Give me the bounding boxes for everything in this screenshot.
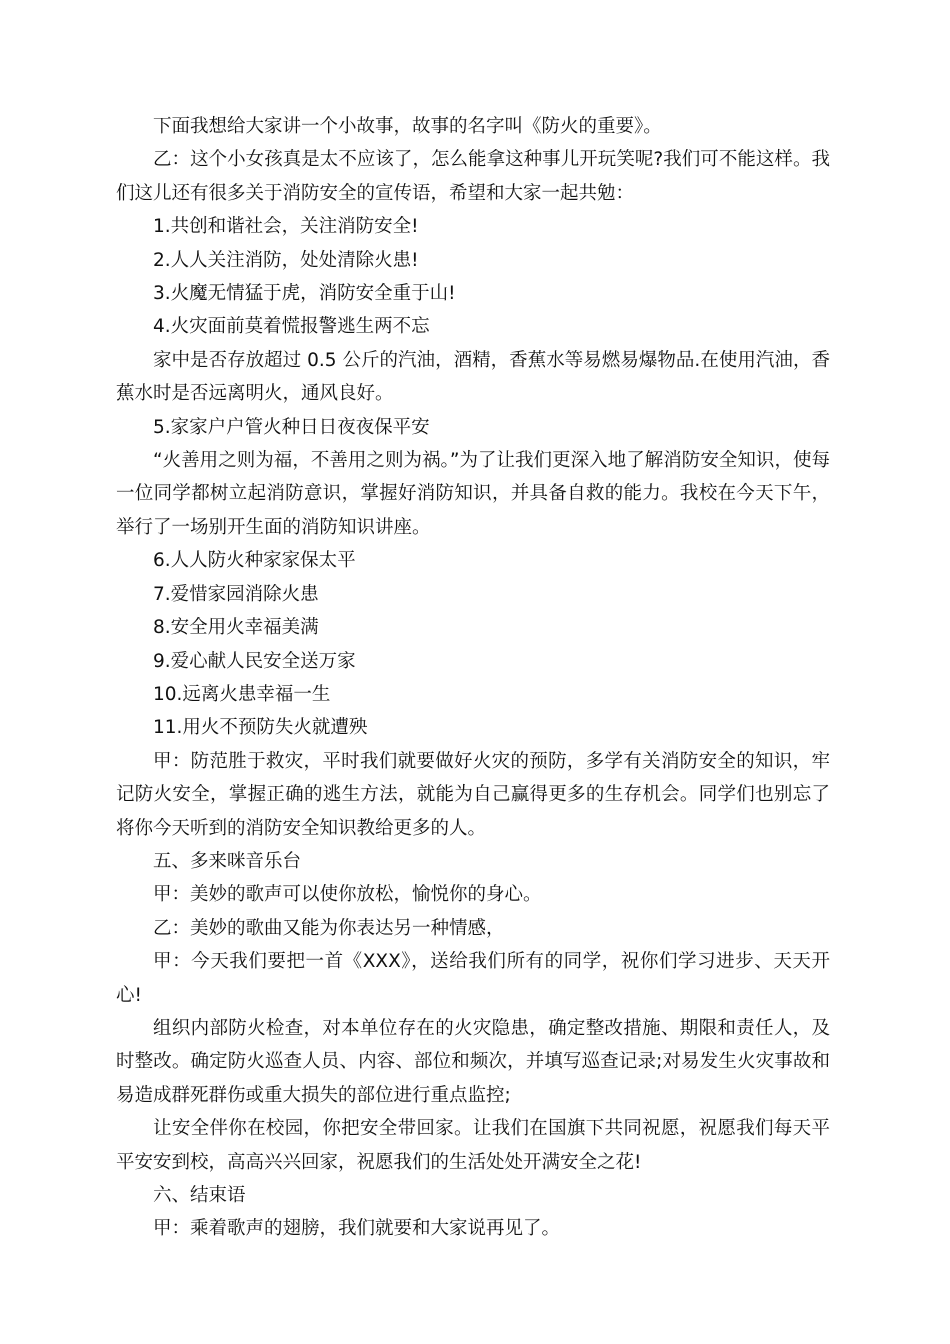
list-item: 11.用火不预防失火就遭殃 [153, 717, 368, 739]
list-item: 8.安全用火幸福美满 [153, 617, 319, 639]
list-item: 2.人人关注消防，处处清除火患! [153, 249, 419, 271]
paragraph: 甲：乘着歌声的翅膀，我们就要和大家说再见了。 [153, 1218, 561, 1240]
paragraph: 甲：今天我们要把一首《XXX》，送给我们所有的同学，祝你们学习进步、天天开心! [116, 951, 830, 1006]
list-item: 10.远离火患幸福一生 [153, 683, 331, 705]
paragraph: 乙：美妙的歌曲又能为你表达另一种情感， [153, 917, 505, 939]
list-item: 7.爱惜家园消除火患 [153, 583, 319, 605]
paragraph: 甲：美妙的歌声可以使你放松，愉悦你的身心。 [153, 884, 542, 906]
section-heading: 五、多来咪音乐台 [153, 850, 302, 872]
list-item: 3.火魔无情猛于虎，消防安全重于山! [153, 283, 456, 305]
paragraph: 让安全伴你在校园，你把安全带回家。让我们在国旗下共同祝愿，祝愿我们每天平平安安到校，高高兴兴回家，祝愿我们的生活处处开满安全之花! [116, 1118, 830, 1173]
list-item: 6.人人防火种家家保太平 [153, 550, 356, 572]
document-body [116, 110, 830, 1246]
section-heading: 六、结束语 [153, 1185, 246, 1206]
paragraph: 下面我想给大家讲一个小故事，故事的名字叫《防火的重要》。 [153, 116, 662, 137]
paragraph: 组织内部防火检查，对本单位存在的火灾隐患，确定整改措施、期限和责任人，及时整改。确定防火巡查人员、内容、部位和频次，并填写巡查记录;对易发生火灾事故和易造成群死群伤或重大损失的部位进行重点监控; [116, 1017, 830, 1106]
list-item: 5.家家户户管火种日日夜夜保平安 [153, 416, 430, 438]
paragraph: 家中是否存放超过 0.5 公斤的汽油，酒精，香蕉水等易燃易爆物品.在使用汽油，香蕉水时是否远离明火，通风良好。 [116, 349, 830, 405]
list-item: 4.火灾面前莫着慌报警逃生两不忘 [153, 316, 430, 338]
paragraph: 乙：这个小女孩真是太不应该了，怎么能拿这种事儿开玩笑呢?我们可不能这样。我们这儿还有很多关于消防安全的宣传语，希望和大家一起共勉： [116, 149, 830, 204]
list-item: 1.共创和谐社会，关注消防安全! [153, 216, 419, 238]
paragraph: 甲：防范胜于救灾，平时我们就要做好火灾的预防，多学有关消防安全的知识，牢记防火安全，掌握正确的逃生方法，就能为自己赢得更多的生存机会。同学们也别忘了将你今天听到的消防安全知识教给更多的人。 [116, 750, 830, 839]
list-item: 9.爱心献人民安全送万家 [153, 650, 356, 672]
paragraph: “火善用之则为福，不善用之则为祸。”为了让我们更深入地了解消防安全知识，使每一位同学都树立起消防意识，掌握好消防知识，并具备自救的能力。我校在今天下午，举行了一场别开生面的消防知识讲座。 [116, 450, 830, 538]
